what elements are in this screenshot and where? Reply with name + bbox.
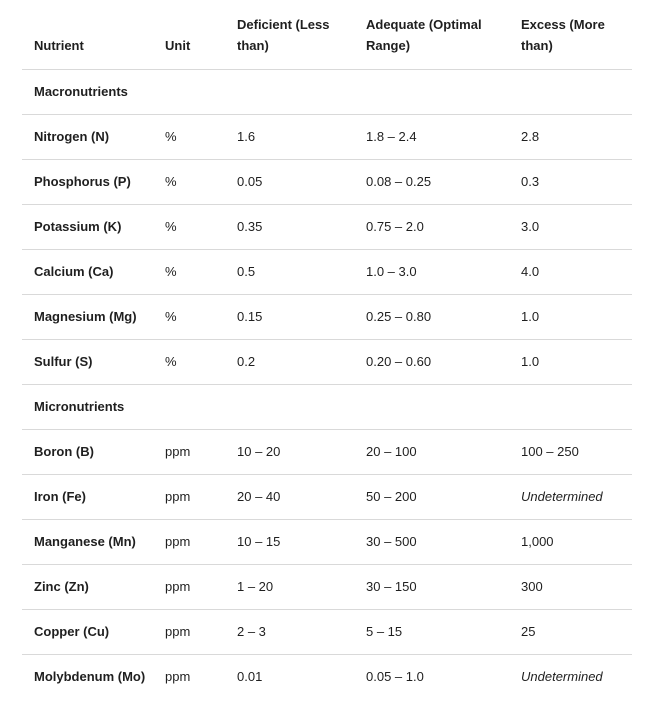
table-row [22,474,632,519]
adequate-cell: 0.05 – 1.0 [366,668,424,684]
adequate-cell: 0.08 – 0.25 [366,174,432,189]
section-label: Macronutrients [34,84,128,99]
unit-cell: ppm [165,534,191,549]
excess-cell: 1.0 [521,354,540,369]
nutrient-name: Potassium (K) [34,219,122,234]
deficient-cell: 10 – 15 [237,534,281,549]
header-deficient: Deficient (Less than) [237,16,330,53]
nutrient-name: Boron (B) [34,444,94,459]
table-body [22,69,632,712]
header-unit: Unit [165,37,191,53]
unit-cell: % [165,219,177,234]
adequate-cell: 30 – 150 [366,579,417,594]
deficient-cell: 1 – 20 [237,579,274,594]
excess-cell: Undetermined [521,668,603,684]
excess-cell: 0.3 [521,174,540,189]
deficient-cell: 0.5 [237,264,256,279]
table-row [22,204,632,249]
excess-cell: 300 [521,579,543,594]
header-adequate: Adequate (Optimal Range) [366,16,482,53]
excess-cell: 100 – 250 [521,444,579,459]
unit-cell: % [165,309,177,324]
unit-cell: ppm [165,489,191,504]
adequate-cell: 5 – 15 [366,624,403,639]
header-nutrient: Nutrient [34,37,84,53]
nutrient-name: Calcium (Ca) [34,264,114,279]
table-row [22,249,632,294]
deficient-cell: 0.2 [237,354,256,369]
adequate-cell: 1.8 – 2.4 [366,129,417,144]
table-header [22,0,632,69]
table-row [22,429,632,474]
unit-cell: ppm [165,624,191,639]
nutrient-table [22,0,632,712]
nutrient-name: Manganese (Mn) [34,534,136,549]
nutrient-name: Phosphorus (P) [34,174,131,189]
table-row [22,159,632,204]
adequate-cell: 1.0 – 3.0 [366,264,417,279]
adequate-cell: 0.20 – 0.60 [366,354,432,369]
excess-cell: 1.0 [521,309,540,324]
table-row [22,519,632,564]
nutrient-name: Iron (Fe) [34,489,86,504]
nutrient-name: Nitrogen (N) [34,129,110,144]
deficient-cell: 1.6 [237,129,256,144]
header-row [22,0,632,69]
unit-cell: % [165,174,177,189]
deficient-cell: 2 – 3 [237,624,266,639]
deficient-cell: 0.05 [237,174,263,189]
deficient-cell: 0.15 [237,309,263,324]
deficient-cell: 10 – 20 [237,444,281,459]
excess-cell: 4.0 [521,264,540,279]
excess-cell: 25 [521,624,536,639]
section-row-macronutrients [22,69,632,114]
unit-cell: % [165,129,177,144]
unit-cell: % [165,264,177,279]
excess-cell: 2.8 [521,129,540,144]
table-row [22,564,632,609]
nutrient-name: Copper (Cu) [34,624,110,639]
nutrient-name: Zinc (Zn) [34,579,89,594]
excess-cell: 3.0 [521,219,540,234]
deficient-cell: 0.35 [237,219,263,234]
excess-cell: 1,000 [521,534,554,549]
header-excess: Excess (More than) [521,16,605,53]
unit-cell: ppm [165,579,191,594]
adequate-cell: 20 – 100 [366,444,417,459]
excess-cell: Undetermined [521,489,603,504]
deficient-cell: 20 – 40 [237,489,281,504]
unit-cell: % [165,354,177,369]
adequate-cell: 30 – 500 [366,534,417,549]
table-row [22,294,632,339]
adequate-cell: 0.75 – 2.0 [366,219,424,234]
nutrient-name: Magnesium (Mg) [34,309,137,324]
table-row [22,654,632,712]
section-label: Micronutrients [34,399,125,414]
unit-cell: ppm [165,668,191,684]
adequate-cell: 50 – 200 [366,489,417,504]
section-row-micronutrients [22,384,632,429]
unit-cell: ppm [165,444,191,459]
adequate-cell: 0.25 – 0.80 [366,309,432,324]
table-row [22,609,632,654]
table-row [22,339,632,384]
table-row [22,114,632,159]
nutrient-name: Sulfur (S) [34,354,93,369]
nutrient-name: Molybdenum (Mo) [34,668,146,684]
deficient-cell: 0.01 [237,668,263,684]
